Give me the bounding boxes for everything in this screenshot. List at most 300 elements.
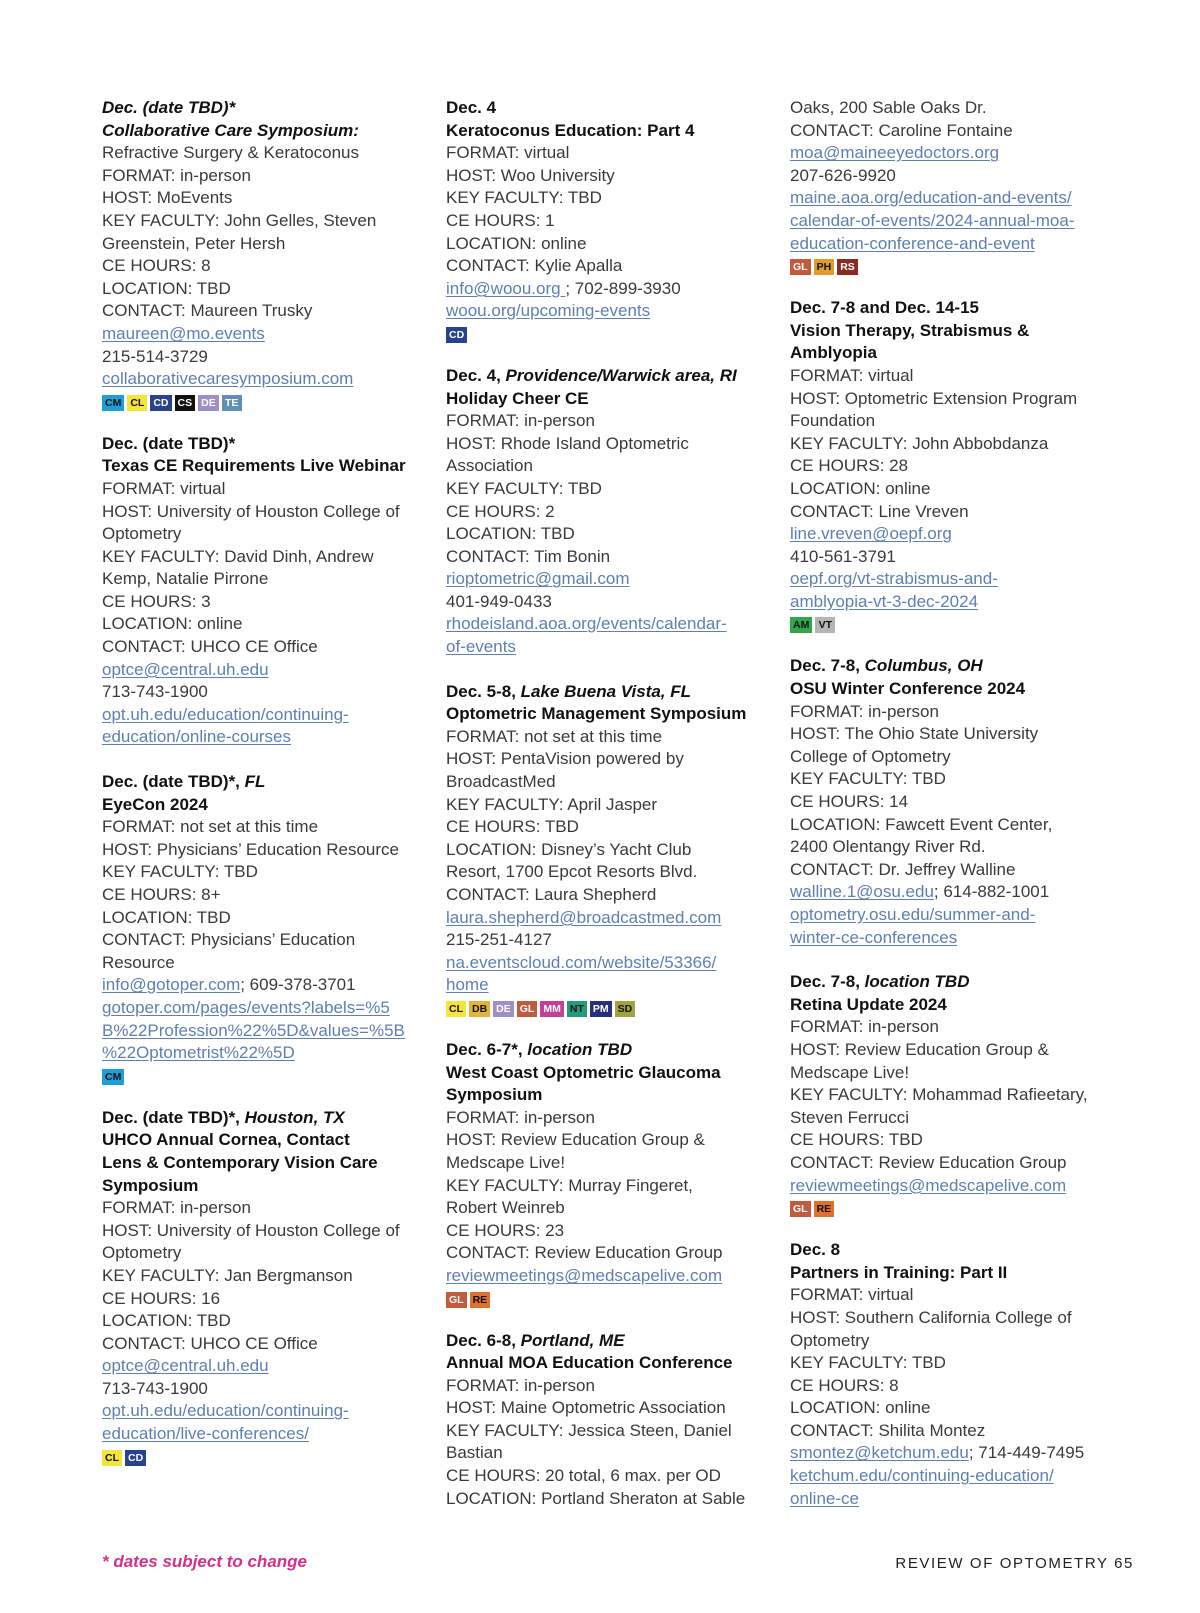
event-detail: Greenstein, Peter Hersh (102, 233, 286, 253)
event-detail: KEY FACULTY: April Jasper (446, 794, 658, 814)
event-detail: FORMAT: in-person (102, 1198, 251, 1218)
event-heading: Dec. 7-8, (790, 656, 865, 676)
event-detail: FORMAT: in-person (102, 165, 251, 185)
event-link[interactable]: na.eventscloud.com/website/53366/ (446, 952, 717, 972)
event-line (446, 1197, 776, 1220)
event-heading: Collaborative Care Symposium: (102, 120, 359, 140)
category-badge: RE (814, 1201, 835, 1217)
event-line (446, 165, 776, 188)
category-badge: NT (567, 1001, 587, 1017)
event-line (446, 501, 776, 524)
event-link[interactable]: B%22Profession%22%5D&values=%5B (102, 1020, 405, 1040)
event-detail: ; 714-449-7495 (968, 1443, 1085, 1463)
event-link[interactable]: optometry.osu.edu/summer-and- (790, 905, 1036, 924)
event-line (790, 859, 1120, 882)
event-line (790, 881, 1120, 904)
event-detail: KEY FACULTY: Mohammad Rafieetary, (790, 1085, 1088, 1105)
event-link[interactable]: online-ce (790, 1488, 859, 1508)
category-tags (790, 1201, 1120, 1217)
event-line (102, 233, 432, 256)
event-detail: LOCATION: Fawcett Event Center, (790, 814, 1053, 834)
category-badge: PM (590, 1001, 612, 1017)
event-line (446, 748, 776, 771)
event-detail: KEY FACULTY: John Abbobdanza (790, 433, 1049, 453)
event-line (446, 907, 776, 930)
event-line (790, 1397, 1120, 1420)
event-line (446, 1039, 776, 1062)
event-line (790, 1307, 1120, 1330)
event-heading: Dec. 7-8 and Dec. 14-15 (790, 298, 979, 318)
category-badge: GL (446, 1292, 467, 1308)
event-line (790, 1175, 1120, 1198)
event-detail: HOST: Review Education Group & (446, 1130, 705, 1150)
category-badge: DB (469, 1001, 490, 1017)
event-line (102, 368, 432, 391)
category-badge: CM (102, 1069, 124, 1085)
event-heading: location TBD (864, 972, 970, 992)
event-line (790, 655, 1120, 678)
event-detail: HOST: Maine Optometric Association (446, 1398, 726, 1418)
event-detail: HOST: The Ohio State University (790, 724, 1039, 744)
category-badge: PH (814, 259, 835, 275)
event-line (446, 300, 776, 323)
event-line (446, 388, 776, 411)
event-listing (790, 297, 1120, 633)
event-detail: FORMAT: in-person (446, 411, 595, 431)
event-detail: CE HOURS: 23 (446, 1220, 565, 1240)
event-line (446, 187, 776, 210)
event-link[interactable]: rhodeisland.aoa.org/events/calendar- (446, 614, 727, 634)
event-detail: Refractive Surgery & Keratoconus (102, 143, 360, 163)
event-detail: CE HOURS: TBD (446, 817, 579, 837)
event-line (790, 746, 1120, 769)
event-detail: KEY FACULTY: TBD (446, 478, 602, 498)
event-line (102, 1129, 432, 1152)
event-link[interactable]: of-events (446, 637, 516, 657)
event-detail: HOST: Physicians’ Education Resource (102, 839, 400, 859)
event-link[interactable]: laura.shepherd@broadcastmed.com (446, 907, 722, 927)
category-tags (446, 1292, 776, 1308)
event-detail: Steven Ferrucci (790, 1107, 910, 1127)
event-detail: CONTACT: Review Education Group (790, 1152, 1067, 1172)
event-detail: 713-743-1900 (102, 682, 208, 702)
category-badge: GL (790, 259, 811, 275)
event-line (446, 1265, 776, 1288)
event-line (446, 455, 776, 478)
event-listing (446, 1039, 776, 1308)
event-detail: KEY FACULTY: John Gelles, Steven (102, 210, 377, 230)
event-line (102, 278, 432, 301)
event-line (102, 704, 432, 727)
event-link[interactable]: maine.aoa.org/education-and-events/ (790, 188, 1072, 208)
event-link[interactable]: gotoper.com/pages/events?labels=%5 (102, 997, 390, 1017)
event-line (790, 1039, 1120, 1062)
event-link[interactable]: reviewmeetings@medscapelive.com (790, 1175, 1067, 1195)
event-detail: CE HOURS: 8 (102, 256, 211, 276)
event-detail: KEY FACULTY: Murray Fingeret, (446, 1175, 693, 1195)
event-line (790, 814, 1120, 837)
event-line (790, 904, 1120, 927)
event-line (790, 1420, 1120, 1443)
event-line (102, 97, 432, 120)
category-badge: CL (446, 1001, 466, 1017)
event-link[interactable]: collaborativecaresymposium.com (102, 369, 354, 389)
event-line (102, 1265, 432, 1288)
event-line (446, 816, 776, 839)
event-detail: CONTACT: Physicians’ Education (102, 930, 356, 950)
category-tags (102, 395, 432, 411)
event-link[interactable]: walline.1@osu.edu (790, 882, 934, 902)
event-line (446, 1420, 776, 1443)
event-detail: LOCATION: Disney’s Yacht Club (446, 839, 692, 859)
event-line (790, 971, 1120, 994)
event-line (102, 523, 432, 546)
event-link[interactable]: info@woou.org (446, 278, 566, 298)
event-line (790, 1284, 1120, 1307)
event-line (102, 861, 432, 884)
event-detail: 401-949-0433 (446, 591, 552, 611)
event-detail: CE HOURS: 1 (446, 210, 555, 230)
event-link[interactable]: woou.org/upcoming-events (446, 301, 651, 321)
event-detail: Robert Weinreb (446, 1198, 565, 1218)
category-tags (790, 617, 1120, 633)
event-line (790, 723, 1120, 746)
event-heading: Portland, ME (520, 1330, 625, 1350)
event-detail: CE HOURS: TBD (790, 1130, 923, 1150)
event-line (446, 1397, 776, 1420)
event-line (790, 1465, 1120, 1488)
event-line (790, 927, 1120, 950)
event-line (102, 1220, 432, 1243)
dates-footnote: * dates subject to change (102, 1552, 307, 1571)
event-detail: HOST: PentaVision powered by (446, 749, 684, 769)
event-detail: 215-514-3729 (102, 346, 208, 366)
event-line (102, 839, 432, 862)
event-link[interactable]: calendar-of-events/2024-annual-moa- (790, 210, 1075, 230)
category-badge: DE (198, 395, 219, 411)
event-line (790, 388, 1120, 411)
event-line (102, 546, 432, 569)
event-line (446, 613, 776, 636)
event-line (446, 1175, 776, 1198)
event-link[interactable]: oepf.org/vt-strabismus-and- (790, 569, 998, 589)
event-link[interactable]: info@gotoper.com (102, 975, 241, 995)
event-line (102, 300, 432, 323)
event-detail: KEY FACULTY: Jessica Steen, Daniel (446, 1420, 732, 1440)
event-link[interactable]: optce@central.uh.edu (102, 1356, 269, 1376)
event-line (102, 1288, 432, 1311)
event-listing (790, 1239, 1120, 1510)
category-badge: VT (815, 617, 835, 633)
event-line (790, 994, 1120, 1017)
event-line (790, 342, 1120, 365)
event-line (446, 255, 776, 278)
category-badge: CD (446, 327, 467, 343)
event-line (790, 1084, 1120, 1107)
event-line (102, 1020, 432, 1043)
event-heading: location TBD (527, 1039, 633, 1059)
event-line (790, 1375, 1120, 1398)
event-line (102, 433, 432, 456)
event-heading: OSU Winter Conference 2024 (790, 679, 1026, 699)
event-detail: FORMAT: virtual (446, 143, 570, 163)
event-link[interactable]: optce@central.uh.edu (102, 659, 269, 679)
event-heading: Dec. 4 (446, 98, 497, 117)
event-detail: Resort, 1700 Epcot Resorts Blvd. (446, 862, 698, 882)
event-detail: Optometry (102, 524, 182, 544)
event-detail: Association (446, 456, 533, 476)
event-listing (102, 771, 432, 1085)
event-line (446, 1220, 776, 1243)
event-line (446, 703, 776, 726)
event-link[interactable]: amblyopia-vt-3-dec-2024 (790, 591, 979, 611)
event-line (102, 591, 432, 614)
event-detail: Medscape Live! (446, 1152, 566, 1172)
event-detail: FORMAT: in-person (790, 701, 939, 721)
event-line (446, 1375, 776, 1398)
event-detail: Kemp, Natalie Pirrone (102, 569, 269, 589)
event-detail: Oaks, 200 Sable Oaks Dr. (790, 98, 987, 117)
event-heading: Optometric Management Symposium (446, 704, 747, 724)
event-line (102, 568, 432, 591)
event-heading: Dec. (date TBD)*, (102, 772, 245, 792)
event-line (446, 233, 776, 256)
event-line (446, 681, 776, 704)
event-detail: FORMAT: in-person (790, 1017, 939, 1037)
event-link[interactable]: %22Optometrist%22%5D (102, 1043, 295, 1063)
category-badge: AM (790, 617, 812, 633)
event-line (790, 142, 1120, 165)
category-badge: CS (175, 395, 196, 411)
event-line (102, 120, 432, 143)
event-link[interactable]: maureen@mo.events (102, 323, 265, 343)
event-detail: LOCATION: online (102, 614, 243, 634)
event-heading: Lake Buena Vista, FL (520, 681, 692, 701)
event-heading: Symposium (102, 1175, 199, 1195)
event-line (446, 97, 776, 120)
event-line (102, 187, 432, 210)
event-line (446, 636, 776, 659)
event-detail: HOST: Review Education Group & (790, 1039, 1049, 1059)
event-line (446, 1084, 776, 1107)
event-link[interactable]: education-conference-and-event (790, 233, 1035, 253)
event-link[interactable]: education/live-conferences/ (102, 1424, 309, 1444)
event-detail: Resource (102, 952, 175, 972)
event-line (446, 1352, 776, 1375)
event-detail: CONTACT: Kylie Apalla (446, 256, 623, 276)
event-line (790, 1239, 1120, 1262)
event-detail: 2400 Olentangy River Rd. (790, 837, 986, 857)
event-link[interactable]: line.vreven@oepf.org (790, 524, 952, 544)
event-line (446, 478, 776, 501)
event-listing (446, 681, 776, 1017)
event-detail: KEY FACULTY: TBD (446, 188, 602, 208)
event-heading: West Coast Optometric Glaucoma (446, 1062, 721, 1082)
event-detail: CE HOURS: 28 (790, 456, 909, 476)
event-detail: ; 614-882-1001 (933, 882, 1050, 902)
event-detail: HOST: University of Houston College of (102, 1220, 400, 1240)
event-link[interactable]: home (446, 975, 489, 995)
event-detail: CONTACT: Review Education Group (446, 1243, 723, 1263)
event-line (102, 636, 432, 659)
event-link[interactable]: opt.uh.edu/education/continuing- (102, 1401, 349, 1421)
event-line (102, 1400, 432, 1423)
event-line (790, 591, 1120, 614)
event-line (790, 1152, 1120, 1175)
event-detail: HOST: Southern California College of (790, 1307, 1072, 1327)
event-heading: Columbus, OH (864, 656, 983, 676)
event-detail: Bastian (446, 1443, 503, 1463)
event-detail: LOCATION: online (790, 478, 931, 498)
event-heading: Annual MOA Education Conference (446, 1353, 733, 1373)
event-listing (790, 97, 1120, 275)
event-heading: Vision Therapy, Strabismus & (790, 320, 1030, 340)
event-line (446, 1465, 776, 1488)
event-detail: FORMAT: virtual (790, 365, 914, 385)
event-line (102, 455, 432, 478)
event-line (446, 1129, 776, 1152)
category-badge: RE (470, 1292, 491, 1308)
event-detail: CONTACT: Line Vreven (790, 501, 969, 521)
event-line (446, 142, 776, 165)
event-line (102, 974, 432, 997)
event-line (446, 794, 776, 817)
event-line (790, 478, 1120, 501)
event-link[interactable]: winter-ce-conferences (790, 927, 958, 947)
event-detail: KEY FACULTY: TBD (790, 769, 946, 789)
category-tags (446, 1001, 776, 1017)
event-detail: HOST: Rhode Island Optometric (446, 433, 689, 453)
event-line (790, 678, 1120, 701)
event-link[interactable]: smontez@ketchum.edu (790, 1443, 969, 1463)
event-link[interactable]: moa@maineeyedoctors.org (790, 143, 1000, 163)
event-detail: CONTACT: Dr. Jeffrey Walline (790, 859, 1016, 879)
event-line (446, 861, 776, 884)
event-line (102, 997, 432, 1020)
event-detail: LOCATION: online (446, 233, 587, 253)
event-detail: Medscape Live! (790, 1062, 910, 1082)
event-detail: CONTACT: Maureen Trusky (102, 301, 313, 321)
event-detail: CONTACT: Laura Shepherd (446, 885, 657, 904)
event-heading: Providence/Warwick area, RI (505, 365, 737, 385)
event-link[interactable]: opt.uh.edu/education/continuing- (102, 704, 349, 724)
event-listing (446, 365, 776, 659)
event-detail: CONTACT: UHCO CE Office (102, 637, 318, 657)
event-line (446, 210, 776, 233)
event-detail: FORMAT: in-person (446, 1375, 595, 1395)
event-heading: FL (244, 772, 266, 792)
event-heading: Dec. 6-8, (446, 1330, 521, 1350)
event-detail: HOST: University of Houston College of (102, 501, 400, 521)
event-line (446, 974, 776, 997)
event-line (446, 1442, 776, 1465)
event-line (102, 1355, 432, 1378)
category-badge: GL (790, 1201, 811, 1217)
event-detail: CE HOURS: 2 (446, 501, 555, 521)
category-badge: GL (517, 1001, 538, 1017)
event-link[interactable]: ketchum.edu/continuing-education/ (790, 1466, 1054, 1486)
column-2 (446, 97, 776, 1532)
event-line (790, 1330, 1120, 1353)
event-line (102, 323, 432, 346)
event-link[interactable]: rioptometric@gmail.com (446, 569, 630, 589)
category-badge: CD (150, 395, 171, 411)
page-footer (895, 1555, 1134, 1572)
event-line (790, 165, 1120, 188)
magazine-name: REVIEW OF OPTOMETRY (895, 1555, 1109, 1572)
event-heading: Dec. (date TBD)* (102, 98, 236, 117)
event-line (102, 613, 432, 636)
category-badge: CD (125, 1450, 146, 1466)
event-line (446, 771, 776, 794)
event-detail: HOST: Optometric Extension Program (790, 388, 1078, 408)
event-line (790, 523, 1120, 546)
event-line (102, 771, 432, 794)
event-detail: HOST: MoEvents (102, 188, 233, 208)
event-line (790, 1352, 1120, 1375)
event-detail: FORMAT: not set at this time (446, 726, 663, 746)
event-line (102, 1107, 432, 1130)
event-line (790, 120, 1120, 143)
event-heading: Dec. (date TBD)*, (102, 1107, 245, 1127)
event-heading: Retina Update 2024 (790, 994, 947, 1014)
event-detail: 410-561-3791 (790, 546, 896, 566)
event-line (102, 884, 432, 907)
event-line (102, 929, 432, 952)
event-link[interactable]: education/online-courses (102, 727, 292, 747)
event-line (446, 546, 776, 569)
event-detail: CONTACT: Shilita Montez (790, 1420, 986, 1440)
event-line (102, 346, 432, 369)
event-detail: LOCATION: TBD (102, 907, 231, 927)
category-badge: TE (222, 395, 242, 411)
event-detail: CONTACT: Tim Bonin (446, 546, 611, 566)
event-line (790, 97, 1120, 120)
event-detail: BroadcastMed (446, 772, 556, 792)
event-detail: LOCATION: TBD (102, 278, 231, 298)
event-line (102, 501, 432, 524)
category-tags (102, 1069, 432, 1085)
event-listing (446, 97, 776, 343)
event-detail: FORMAT: in-person (446, 1107, 595, 1127)
event-line (446, 1107, 776, 1130)
category-badge: CL (102, 1450, 122, 1466)
event-detail: KEY FACULTY: Jan Bergmanson (102, 1265, 353, 1285)
event-detail: LOCATION: TBD (446, 524, 575, 544)
event-line (446, 523, 776, 546)
event-line (102, 794, 432, 817)
event-detail: 215-251-4127 (446, 930, 552, 950)
event-line (446, 568, 776, 591)
event-listing (102, 1107, 432, 1466)
category-tags (790, 259, 1120, 275)
event-line (790, 1262, 1120, 1285)
event-listing (102, 433, 432, 749)
event-line (446, 278, 776, 301)
event-line (102, 1423, 432, 1446)
event-line (790, 701, 1120, 724)
event-detail: ; 702-899-3930 (565, 278, 681, 298)
category-tags (102, 1450, 432, 1466)
event-listing (790, 655, 1120, 949)
event-line (790, 210, 1120, 233)
event-heading: Dec. 6-7*, (446, 1039, 528, 1059)
event-detail: 207-626-9920 (790, 165, 896, 185)
event-line (790, 320, 1120, 343)
event-link[interactable]: reviewmeetings@medscapelive.com (446, 1265, 723, 1285)
event-line (446, 726, 776, 749)
event-line (446, 884, 776, 907)
